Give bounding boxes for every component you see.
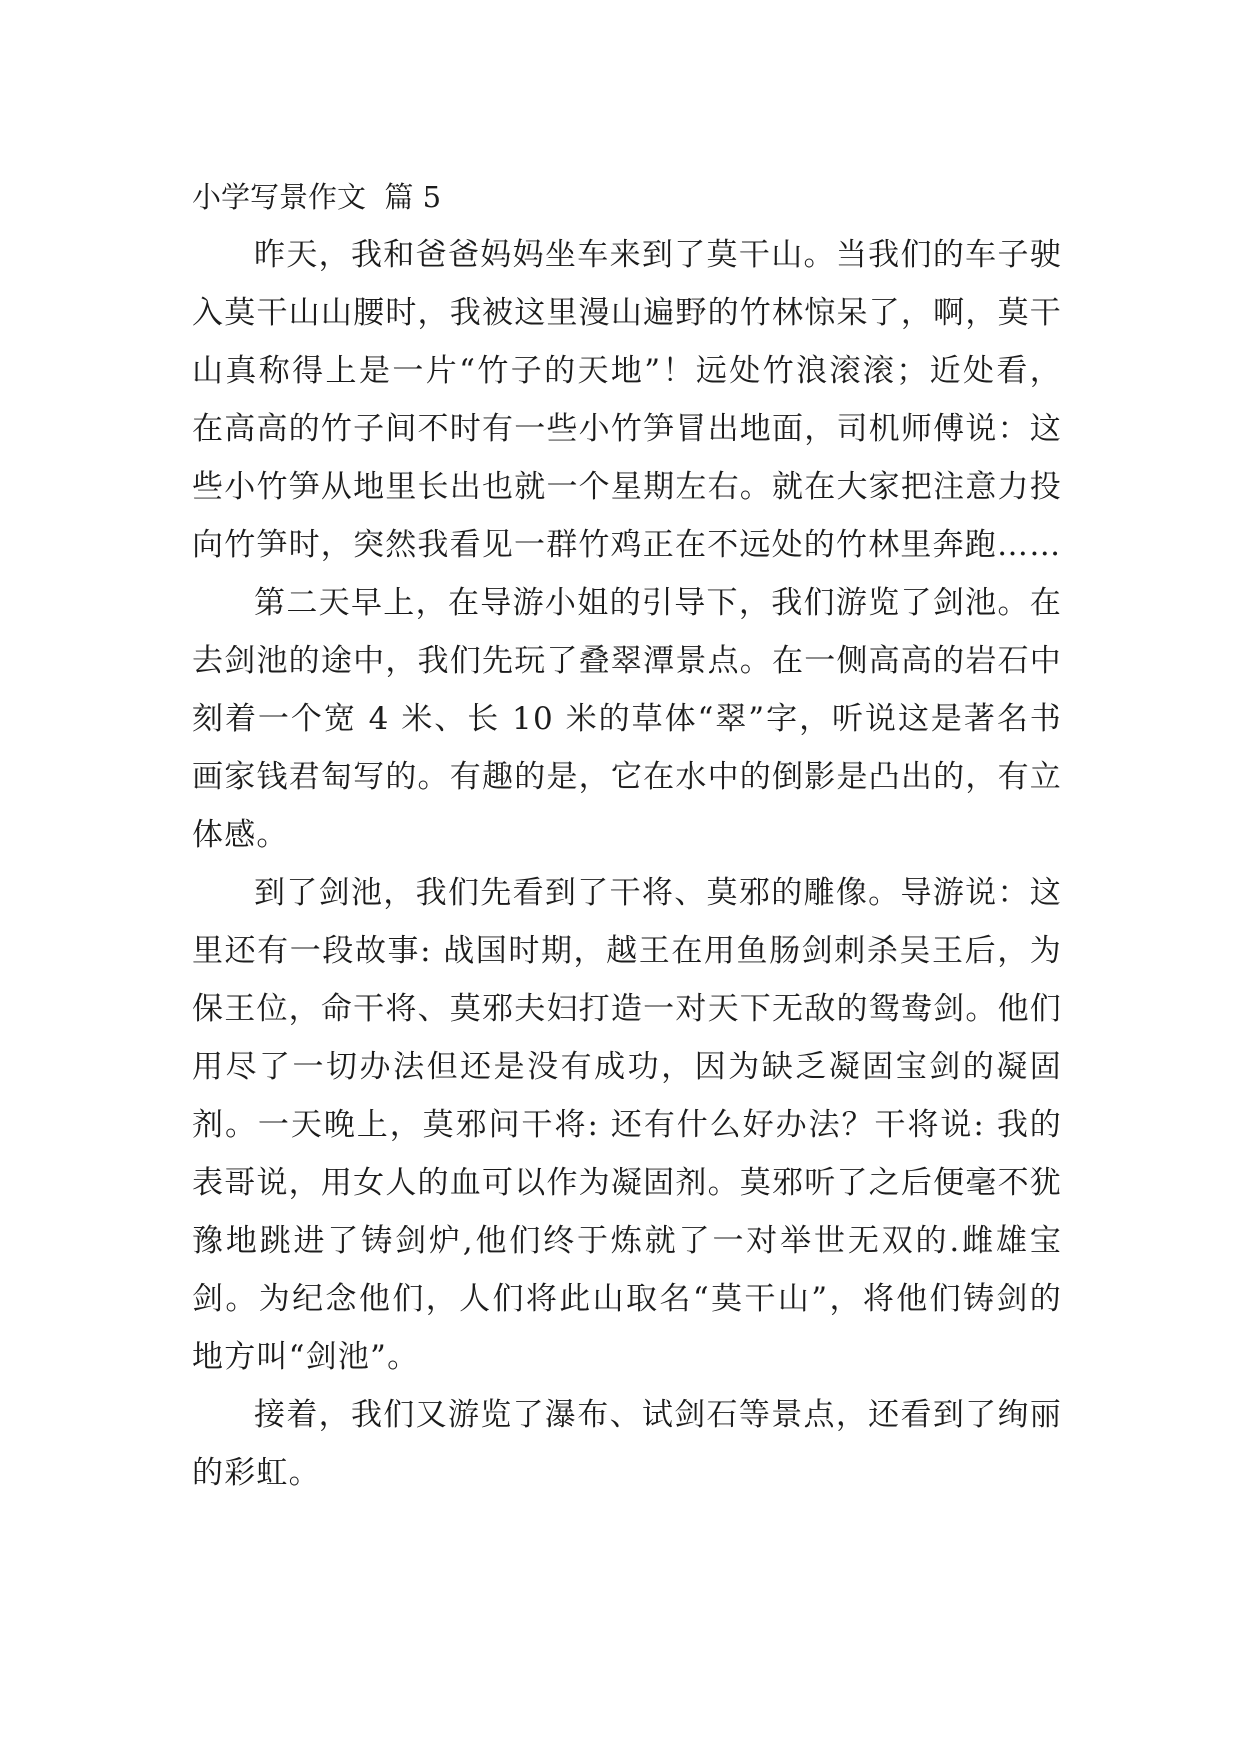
paragraph-1: 昨天，我和爸爸妈妈坐车来到了莫干山。当我们的车子驶入莫干山山腰时，我被这里漫山遍野的竹林惊呆了，啊，莫干山真称得上是一片“竹子的天地”！远处竹浪滚滚；近处看，在高高的竹子间不时有一些小竹笋冒出地面，司机师傅说：这些小竹笋从地里长出也就一个星期左右。就在大家把注意力投向竹笋时，突然我看见一群竹鸡正在不远处的竹林里奔跑…… <box>192 237 1062 563</box>
paragraph-3: 到了剑池，我们先看到了干将、莫邪的雕像。导游说：这里还有一段故事: 战国时期，越王在用鱼肠剑刺杀吴王后，为保王位，命干将、莫邪夫妇打造一对天下无敌的鸳鸯剑。他们用尽了一切办法但还是没有成功，因为缺乏凝固宝剑的凝固剂。一天晚上，莫邪问干将: 还有什么好办法？干将说: 我的表哥说，用女人的血可以作为凝固剂。莫邪听了之后便毫不犹豫地跳进了铸剑炉,他们终于炼就了一对举世无双的.雌雄宝剑。为纪念他们，人们将此山取名“莫干山”，将他们铸剑的地方叫“剑池”。 <box>192 875 1062 1375</box>
paragraph-2: 第二天早上，在导游小姐的引导下，我们游览了剑池。在去剑池的途中，我们先玩了叠翠潭景点。在一侧高高的岩石中刻着一个宽 4 米、长 10 米的草体“翠”字，听说这是著名书画家钱君匋写的。有趣的是，它在水中的倒影是凸出的，有立体感。 <box>192 585 1062 853</box>
paragraph-4: 接着，我们又游览了瀑布、试剑石等景点，还看到了绚丽的彩虹。 <box>192 1397 1062 1491</box>
document-body <box>192 168 1062 1502</box>
document-title: 小学写景作文 篇 5 <box>192 180 442 214</box>
